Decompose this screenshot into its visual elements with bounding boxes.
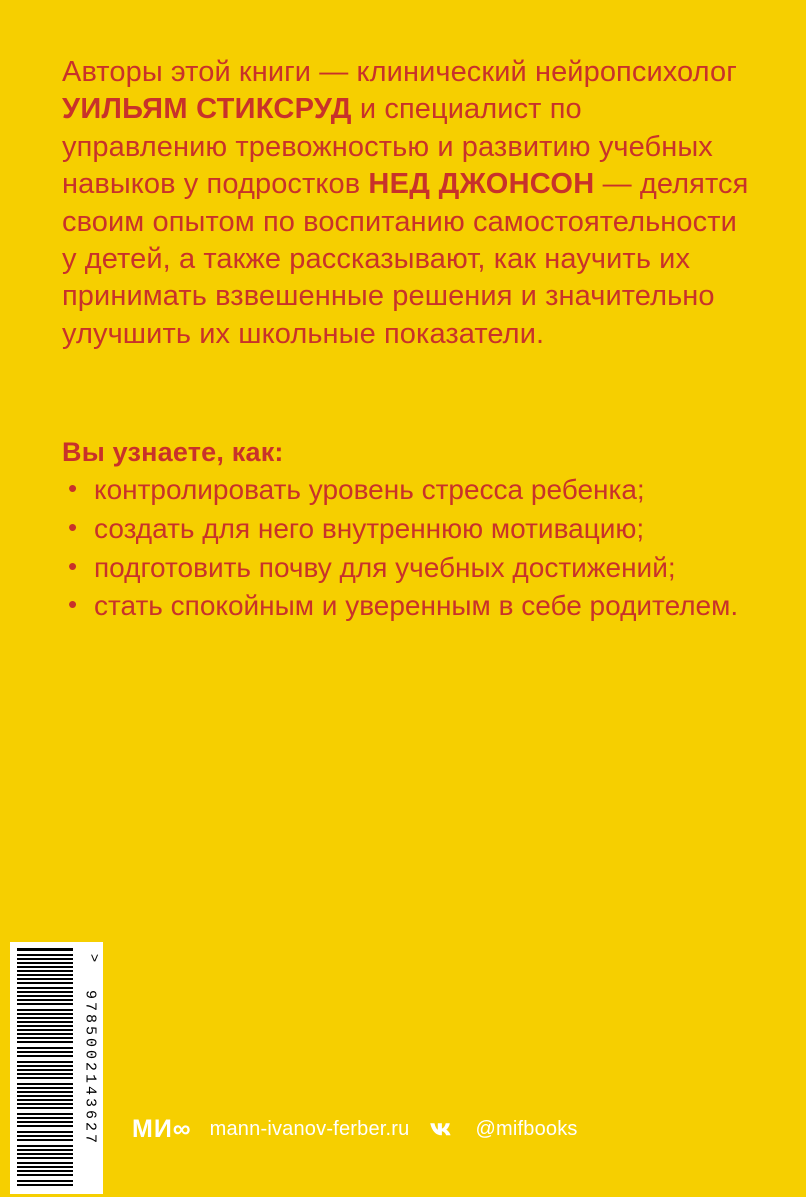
learn-heading: Вы узнаете, как:: [62, 437, 284, 467]
vk-icon[interactable]: [427, 1120, 457, 1140]
barcode-caret-icon: >: [86, 953, 103, 963]
learn-list: [62, 472, 752, 627]
barcode-bars: [13, 942, 77, 1194]
barcode-number: 9785002143627: [81, 989, 99, 1147]
barcode-digits: [77, 942, 103, 1194]
footer: [132, 1115, 578, 1144]
social-handle[interactable]: @mifbooks: [475, 1118, 578, 1140]
list-item: • подготовить почву для учебных достижений;: [62, 550, 752, 586]
publisher-logo: МИ∞: [132, 1115, 192, 1143]
blurb-text: [62, 54, 752, 353]
publisher-website[interactable]: mann-ivanov-ferber.ru: [209, 1118, 410, 1140]
blurb-paragraph: Авторы этой книги — клинический нейропсихолог УИЛЬЯМ СТИКСРУД и специалист по управлению тревожностью и развитию учебных навыков у подростков НЕД ДЖОНСОН — делятся своим опытом по воспитанию самостоятельности у детей, а также рассказывают, как научить их принимать взвешенные решения и значительно улучшить их школьные показатели.: [62, 56, 749, 350]
list-item: • контролировать уровень стресса ребенка;: [62, 472, 752, 508]
list-item: • стать спокойным и уверенным в себе родителем.: [62, 588, 752, 624]
list-item: • создать для него внутреннюю мотивацию;: [62, 511, 752, 547]
barcode: [10, 942, 103, 1194]
